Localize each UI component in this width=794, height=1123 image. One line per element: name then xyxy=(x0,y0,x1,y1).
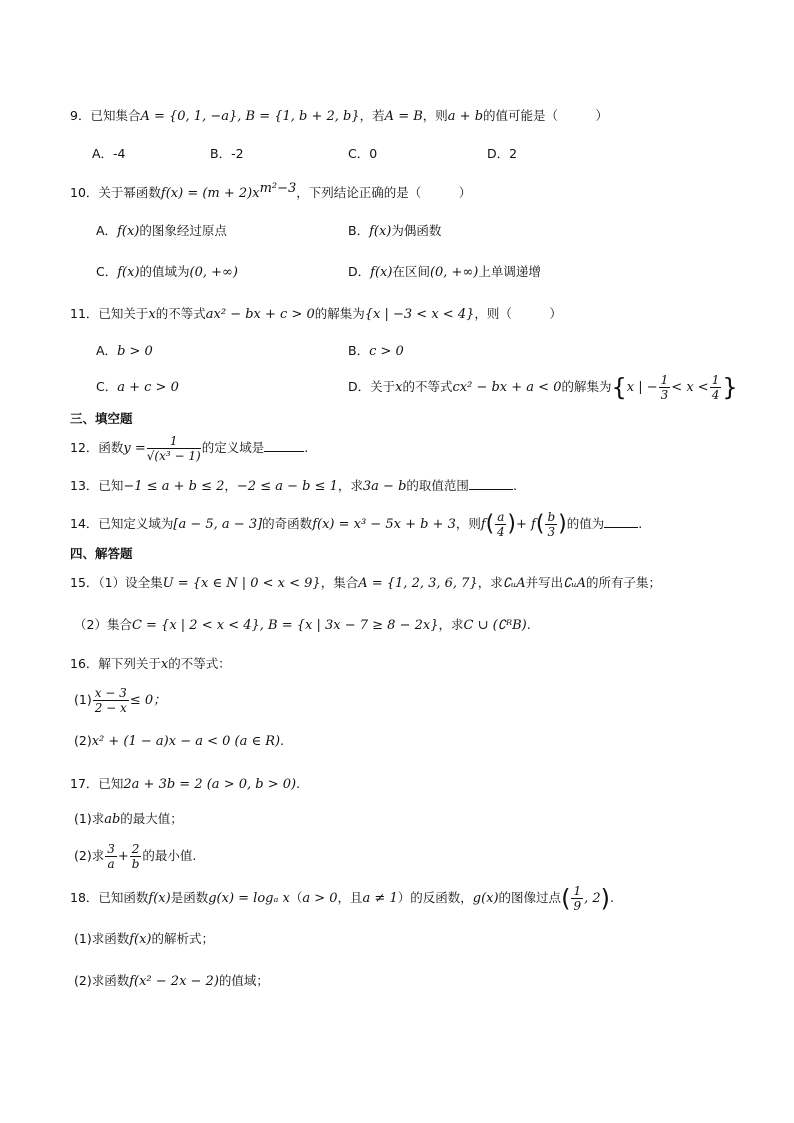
q11-frac2-num: 1 xyxy=(711,373,720,387)
q10-option-b-text: 为偶函数 xyxy=(391,223,442,238)
q11-option-d-math: cx² − bx + a < 0 xyxy=(452,380,562,395)
q11-text-d: ，则（ ） xyxy=(474,306,562,321)
q11-math-set: {x | −3 < x < 4} xyxy=(364,307,475,322)
q9-option-b: B．-2 xyxy=(210,146,244,161)
q12-math-y: y = xyxy=(123,441,146,456)
q11-option-d-x: x xyxy=(395,380,403,395)
q9-option-c: C．0 xyxy=(348,146,378,161)
q9-option-a: A．-4 xyxy=(92,146,126,161)
q17-fraction-2b xyxy=(130,842,142,871)
q11-text-a: 11．已知关于 xyxy=(70,306,149,321)
q17-text-a: 17．已知 xyxy=(70,776,124,791)
q16-text-a: 16．解下列关于 xyxy=(70,656,161,671)
q10-option-b-label: B． xyxy=(348,223,370,238)
q10-text-a: 10．关于幂函数 xyxy=(70,185,161,201)
q10-option-d-label: D． xyxy=(348,264,371,279)
q9-text-b: ，若 xyxy=(359,108,385,123)
q17-p1-math: ab xyxy=(104,812,121,827)
q12-stem xyxy=(70,428,308,469)
q9-text-d: 的值可能是（ ） xyxy=(483,108,609,123)
q14-math-plus: + f xyxy=(516,517,536,532)
q16-p1-label: (1) xyxy=(74,692,92,707)
q15-p2-text-a: （2）集合 xyxy=(74,617,132,632)
q13-math-a: −1 ≤ a + b ≤ 2 xyxy=(123,479,225,494)
q11-option-b-math: c > 0 xyxy=(369,344,404,359)
q15-p1-text-d: 并写出 xyxy=(525,575,564,590)
q18-paren-left: ( xyxy=(561,884,571,913)
q17-fraction-3a xyxy=(105,842,117,871)
q12-answer-blank[interactable] xyxy=(264,439,304,452)
q11-option-c xyxy=(96,378,179,397)
q16-text-b: 的不等式： xyxy=(168,656,231,671)
q18-text-c: （ xyxy=(289,890,303,905)
q15-part2 xyxy=(74,616,531,635)
q11-text-c: 的解集为 xyxy=(314,306,365,321)
q9-text-a: 9．已知集合 xyxy=(70,108,141,123)
q11-fraction-one-quarter xyxy=(710,373,722,402)
q14-math-f1: f xyxy=(480,517,486,532)
q11-math-x: x xyxy=(148,307,156,322)
q10-option-d-interval: (0, +∞) xyxy=(429,265,479,280)
q9-math-equal: A = B xyxy=(384,109,423,124)
q10-option-c xyxy=(96,263,238,282)
q10-option-b-math: f(x) xyxy=(369,224,392,239)
q18-p1-label: (1)求函数 xyxy=(74,931,130,946)
q13-text-e: . xyxy=(512,478,517,493)
q10-option-a-math: f(x) xyxy=(117,224,140,239)
q12-text-c: . xyxy=(304,440,309,455)
q18-text-g: . xyxy=(610,890,614,905)
q16-part2 xyxy=(74,732,284,751)
q18-math-g2: g(x) xyxy=(472,891,499,906)
q15-part1 xyxy=(70,574,661,593)
q15-p2-math-union: C ∪ (∁ᴿB) xyxy=(463,618,527,633)
q13-text-d: 的取值范围 xyxy=(406,478,469,493)
q10-option-a-label: A． xyxy=(96,223,118,238)
q11-option-c-math: a + c > 0 xyxy=(117,380,179,395)
q18-frac-num: 1 xyxy=(573,884,582,898)
q17-math-condition: 2a + 3b = 2 (a > 0, b > 0) xyxy=(123,777,297,792)
q14-text-b: 的奇函数 xyxy=(262,516,313,531)
q14-fraction-a4 xyxy=(495,510,506,539)
q10-math-exponent: m²−3 xyxy=(259,181,297,196)
q18-math-g: g(x) = logₐ x xyxy=(208,891,290,906)
q12-fraction xyxy=(147,434,201,463)
q10-option-c-text: 的值域为 xyxy=(139,264,190,279)
q10-math-function: f(x) = (m + 2)x xyxy=(160,186,260,202)
q10-option-a-text: 的图象经过原点 xyxy=(139,223,227,238)
q10-option-a xyxy=(96,222,227,241)
q14-fraction-b3 xyxy=(545,510,557,539)
q15-p1-text-c: ，求 xyxy=(477,575,503,590)
q14-text-a: 14．已知定义域为 xyxy=(70,516,174,531)
q11-option-d-text-a: D．关于 xyxy=(348,379,396,394)
q18-p1-math: f(x) xyxy=(129,932,152,947)
q17-p1-label: (1)求 xyxy=(74,811,105,826)
q18-part2 xyxy=(74,972,269,991)
q11-option-d-text-b: 的不等式 xyxy=(402,379,453,394)
q16-p1-num: x − 3 xyxy=(94,686,127,700)
q12-text-a: 12．函数 xyxy=(70,440,124,455)
q17-p2-plus: + xyxy=(117,849,129,864)
q14-paren-right-2: ) xyxy=(558,511,567,537)
q13-math-b: −2 ≤ a − b ≤ 1 xyxy=(236,479,338,494)
q12-frac-num: 1 xyxy=(147,434,201,449)
q14-paren-left-1: ( xyxy=(485,511,495,537)
q18-stem xyxy=(70,880,614,917)
q16-p1-fraction xyxy=(93,686,129,715)
q14-paren-right-1: ) xyxy=(507,511,517,537)
q17-frac2-num: 2 xyxy=(131,842,140,856)
q14-text-d: 的值为 xyxy=(566,516,605,531)
q16-p2-tail: . xyxy=(280,733,285,748)
q16-p2-math: x² + (1 − a)x − a < 0 (a ∈ R) xyxy=(91,734,281,749)
q14-frac1-den: 4 xyxy=(497,525,505,539)
q17-p2-label: (2)求 xyxy=(74,848,105,863)
q10-option-d-math: f(x) xyxy=(370,265,393,280)
q11-option-b-label: B． xyxy=(348,343,370,358)
q11-option-b xyxy=(348,342,404,361)
q17-p1-text: 的最大值； xyxy=(120,811,183,826)
q16-p1-den: 2 − x xyxy=(94,701,127,715)
q14-math-domain: [a − 5, a − 3] xyxy=(173,517,263,532)
section-fill-in-blank: 三、填空题 xyxy=(70,411,133,426)
q10-option-b xyxy=(348,222,441,241)
q13-text-b: ， xyxy=(224,478,237,493)
q9-math-sets: A = {0, 1, −a}, B = {1, b + 2, b} xyxy=(140,109,360,124)
q11-math-inequality: ax² − bx + c > 0 xyxy=(205,307,315,322)
q10-option-d-text: 在区间 xyxy=(392,264,430,279)
q18-text-b: 是函数 xyxy=(170,890,209,905)
q11-option-d-set-a: x | − xyxy=(626,380,658,395)
q11-set-brace-left: { xyxy=(611,373,627,402)
q18-p2-label: (2)求函数 xyxy=(74,973,130,988)
q15-p2-math-sets: C = {x | 2 < x < 4}, B = {x | 3x − 7 ≥ 8 − 2x} xyxy=(131,618,439,633)
section-solution: 四、解答题 xyxy=(70,546,133,561)
q17-frac1-den: a xyxy=(107,857,115,871)
q11-frac2-den: 4 xyxy=(711,388,720,402)
q14-frac1-num: a xyxy=(497,510,505,524)
q13-text-a: 13．已知 xyxy=(70,478,124,493)
q11-fraction-one-third xyxy=(659,373,671,402)
q15-p2-text-b: ，求 xyxy=(438,617,464,632)
q15-p1-math-complement2: ∁ᵤA xyxy=(563,576,586,591)
q15-p1-text-a: 15．（1）设全集 xyxy=(70,575,163,590)
q13-stem xyxy=(70,477,517,496)
q14-frac2-den: 3 xyxy=(547,525,556,539)
q16-math-x: x xyxy=(160,657,169,672)
q10-stem xyxy=(70,180,471,203)
q18-paren-right: ) xyxy=(600,884,610,913)
q18-text-f: 的图像过点 xyxy=(498,890,562,905)
q14-text-c: ，则 xyxy=(455,516,481,531)
q9-stem xyxy=(70,107,608,126)
q11-frac1-den: 3 xyxy=(660,388,669,402)
q9-math-sum: a + b xyxy=(447,109,484,124)
q10-option-c-math: f(x) xyxy=(117,265,140,280)
q11-option-d-text-c: 的解集为 xyxy=(561,379,612,394)
q18-text-d: ，且 xyxy=(337,890,363,905)
q9-option-d: D．2 xyxy=(487,146,518,161)
q18-math-a-not-one: a ≠ 1 xyxy=(362,891,398,906)
q10-option-d-text2: 上单调递增 xyxy=(478,264,541,279)
q10-text-b: ，下列结论正确的是（ ） xyxy=(296,185,472,201)
q17-part2 xyxy=(74,838,196,875)
q15-p1-math-universal: U = {x ∈ N | 0 < x < 9} xyxy=(162,576,321,591)
q11-option-a-label: A． xyxy=(96,343,118,358)
q15-p1-math-set-a: A = {1, 2, 3, 6, 7} xyxy=(358,576,478,591)
q15-p1-text-e: 的所有子集； xyxy=(585,575,661,590)
q11-option-a xyxy=(96,342,153,361)
q11-set-brace-right: } xyxy=(722,373,738,402)
q11-option-c-label: C． xyxy=(96,379,118,394)
q17-p2-text: 的最小值. xyxy=(142,848,197,863)
q18-math-a-positive: a > 0 xyxy=(302,891,338,906)
q16-part1 xyxy=(74,683,166,718)
q13-math-c: 3a − b xyxy=(362,479,407,494)
q18-p2-text: 的值域； xyxy=(218,973,269,988)
q11-option-d-set-b: < x < xyxy=(671,380,709,395)
q18-text-a: 18．已知函数 xyxy=(70,890,149,905)
q10-option-c-interval: (0, +∞) xyxy=(189,265,238,280)
q16-p1-tail: ≤ 0； xyxy=(129,693,167,708)
q18-part1 xyxy=(74,930,214,949)
q14-text-e: . xyxy=(638,516,643,531)
q11-stem xyxy=(70,305,562,324)
q17-text-b: . xyxy=(296,776,301,791)
q18-point-tail: , 2 xyxy=(584,891,601,906)
q11-text-b: 的不等式 xyxy=(155,306,206,321)
q11-frac1-num: 1 xyxy=(660,373,669,387)
q18-frac-den: 9 xyxy=(573,899,582,913)
q11-option-d xyxy=(348,370,738,405)
q14-frac2-num: b xyxy=(547,510,556,524)
q12-frac-den: √(x³ − 1) xyxy=(146,449,201,463)
q13-answer-blank[interactable] xyxy=(469,477,513,490)
q17-frac1-num: 3 xyxy=(107,842,115,856)
q16-p2-label: (2) xyxy=(74,733,92,748)
q16-stem xyxy=(70,655,231,674)
q17-part1 xyxy=(74,810,183,829)
q14-math-function: f(x) = x³ − 5x + b + 3 xyxy=(312,517,456,532)
q14-paren-left-2: ( xyxy=(535,511,545,537)
q15-p1-text-b: ，集合 xyxy=(320,575,359,590)
q15-p2-text-c: . xyxy=(526,617,531,632)
q18-math-f: f(x) xyxy=(148,891,171,906)
q10-option-d xyxy=(348,263,541,282)
q10-option-c-label: C． xyxy=(96,264,118,279)
q18-p1-text: 的解析式； xyxy=(151,931,215,946)
q12-text-b: 的定义域是 xyxy=(201,440,265,455)
q15-p1-math-complement: ∁ᵤA xyxy=(502,576,526,591)
q11-option-a-math: b > 0 xyxy=(117,344,153,359)
q14-stem xyxy=(70,505,642,544)
q9-text-c: ，则 xyxy=(422,108,448,123)
q17-frac2-den: b xyxy=(131,857,140,871)
q18-text-e: ）的反函数， xyxy=(397,890,473,905)
q18-p2-math: f(x² − 2x − 2) xyxy=(129,974,219,989)
q14-answer-blank[interactable] xyxy=(604,515,638,528)
q17-stem xyxy=(70,775,300,794)
q18-fraction-1-9 xyxy=(571,884,583,913)
q13-text-c: ，求 xyxy=(337,478,363,493)
